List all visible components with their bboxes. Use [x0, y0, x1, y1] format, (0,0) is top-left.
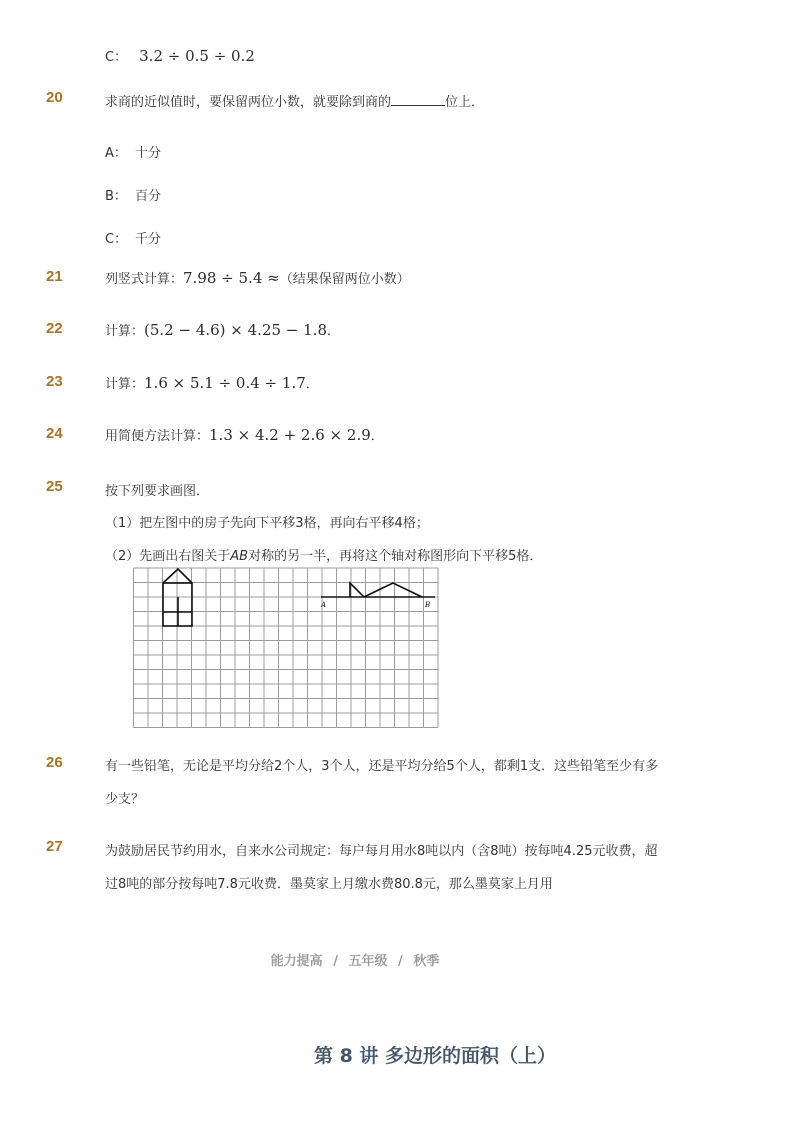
q25-text: 按下列要求画图． [105, 484, 210, 499]
question-number: 21 [46, 268, 63, 285]
symmetry-figure [321, 583, 435, 597]
q25-sub2-before: （2）先画出右图关于 [105, 549, 231, 564]
grid-figure [132, 566, 440, 730]
q25-sub1: （1）把左图中的房子先向下平移3格，再向右平移4格； [105, 516, 429, 531]
q21-suffix: （结果保留两位小数） [279, 272, 410, 287]
question-number: 20 [46, 89, 63, 106]
q25-sub2-after: 对称的另一半，再将这个轴对称图形向下平移5格． [248, 549, 543, 564]
q21-prefix: 列竖式计算： [105, 272, 184, 287]
footer-right: 秋季 [413, 954, 440, 969]
option-text: 十分 [135, 146, 162, 161]
q26-line1: 有一些铅笔，无论是平均分给2个人，3个人，还是平均分给5个人，都剩1支．这些铅笔至少有多 [105, 759, 659, 774]
q20-text-before: 求商的近似值时，要保留两位小数，就要除到商的 [105, 95, 392, 110]
q20-option-c [105, 228, 161, 247]
q20-option-a [105, 142, 161, 161]
question-number: 26 [46, 754, 63, 771]
q24-suffix: ． [370, 429, 384, 444]
question-number: 25 [46, 478, 63, 495]
q24-text [105, 425, 384, 444]
question-number: 23 [46, 373, 63, 390]
q23-math: 1.6 × 5.1 ÷ 0.4 ÷ 1.7 [144, 374, 306, 392]
label-a: A [321, 601, 327, 609]
q25-sub2 [105, 545, 542, 564]
option-label: A： [105, 146, 127, 161]
option-text: 百分 [135, 189, 162, 204]
label-b: B [425, 601, 431, 609]
option-math: 3.2 ÷ 0.5 ÷ 0.2 [139, 47, 255, 65]
q23-text [105, 373, 319, 392]
q22-text [105, 320, 340, 339]
q20-text-after: 位上． [445, 95, 485, 110]
option-label: C： [105, 232, 128, 247]
q20-option-b [105, 185, 161, 204]
q19-option-c [105, 46, 255, 65]
half-shape [350, 583, 422, 597]
q22-math: (5.2 − 4.6) × 4.25 − 1.8 [144, 321, 327, 339]
q22-suffix: ． [327, 324, 341, 339]
q27-line2: 过8吨的部分按每吨7.8元收费．墨莫家上月缴水费80.8元，那么墨莫家上月用 [105, 877, 553, 892]
footer-sep: / [398, 954, 403, 969]
page-footer [0, 950, 710, 969]
q27-line1: 为鼓励居民节约用水，自来水公司规定：每户每月用水8吨以内（含8吨）按每吨4.25元收费，超 [105, 844, 658, 859]
footer-middle: 五年级 [348, 954, 388, 969]
question-number: 22 [46, 320, 63, 337]
footer-sep: / [333, 954, 338, 969]
q21-math: 7.98 ÷ 5.4 ≈ [183, 269, 280, 287]
q23-suffix: ． [305, 377, 319, 392]
q26-line2: 少支？ [105, 792, 145, 807]
chapter-title: 第 8 讲 多边形的面积（上） [313, 1045, 557, 1067]
grid-lines [134, 568, 439, 728]
q25-sub2-ab: AB [230, 549, 249, 564]
option-label: C： [105, 50, 128, 65]
q23-prefix: 计算： [105, 377, 145, 392]
option-label: B： [105, 189, 127, 204]
q24-math: 1.3 × 4.2 + 2.6 × 2.9 [209, 426, 371, 444]
q20-text [105, 91, 484, 110]
question-number: 27 [46, 838, 63, 855]
answer-blank [391, 93, 445, 106]
question-number: 24 [46, 425, 63, 442]
footer-left: 能力提高 [270, 954, 323, 969]
option-text: 千分 [135, 232, 162, 247]
q22-prefix: 计算： [105, 324, 145, 339]
q24-prefix: 用简便方法计算： [105, 429, 210, 444]
q21-text [105, 268, 410, 287]
